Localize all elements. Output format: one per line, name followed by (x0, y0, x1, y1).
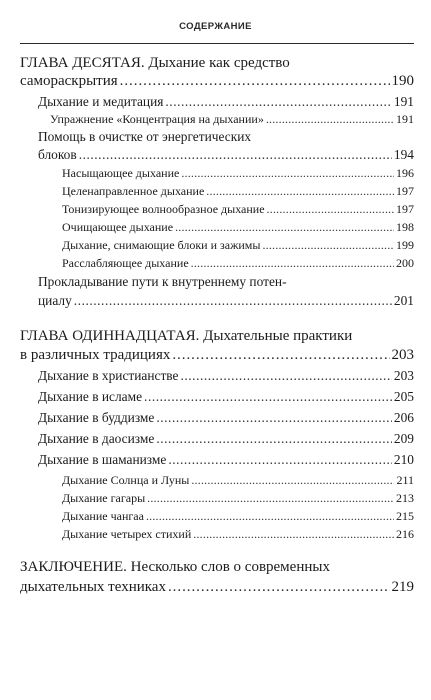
toc-entry-label: Упражнение «Концентрация на дыхании» (50, 112, 264, 126)
toc-entry[interactable] (38, 148, 414, 161)
leader-dots (181, 369, 392, 382)
toc-entry[interactable] (62, 185, 414, 197)
leader-dots (146, 510, 394, 522)
toc-entry-label: Тонизирующее волнообразное дыхание (62, 202, 265, 216)
leader-dots (156, 432, 392, 445)
leader-dots (79, 148, 392, 161)
toc-entry[interactable] (38, 95, 414, 108)
toc-entry-label: Дыхание, снимающие блоки и зажимы (62, 238, 261, 252)
toc-page-number: 215 (396, 509, 414, 523)
toc-page-number: 203 (391, 347, 414, 363)
toc-page-number: 200 (396, 256, 414, 270)
toc-entry[interactable] (62, 528, 414, 540)
toc-page-number: 191 (396, 112, 414, 126)
leader-dots (74, 294, 392, 307)
toc-page-number: 216 (396, 527, 414, 541)
toc-entry-label: Расслабляющее дыхание (62, 256, 189, 270)
toc-entry-label: Насыщающее дыхание (62, 166, 180, 180)
toc-entry-label: Дыхание в исламе (38, 389, 143, 404)
toc-page-number: 190 (391, 73, 414, 89)
toc-entry-label: Целенаправленное дыхание (62, 184, 205, 198)
toc-entry-label: Дыхание в христианстве (38, 368, 179, 383)
toc-entry-label: в различных традициях (20, 347, 171, 363)
toc-page-number: 206 (393, 410, 414, 425)
leader-dots (181, 167, 394, 179)
toc-entry-label: Прокладывание пути к внутреннему потен- (38, 274, 287, 289)
leader-dots (144, 390, 392, 403)
toc-entry[interactable] (62, 239, 414, 251)
toc-page-number: 211 (396, 473, 414, 487)
toc-page-number: 196 (396, 166, 414, 180)
leader-dots (191, 474, 394, 486)
toc-entry-label: Дыхание в буддизме (38, 410, 155, 425)
toc-entry[interactable] (62, 167, 414, 179)
leader-dots (156, 411, 392, 424)
leader-dots (147, 492, 394, 504)
toc-page-number: 209 (393, 431, 414, 446)
leader-dots (175, 221, 394, 233)
leader-dots (165, 95, 392, 108)
toc-entry-label: циалу (38, 293, 72, 308)
toc-page-number: 194 (393, 147, 414, 162)
toc-entry-label: Дыхание чангаа (62, 509, 144, 523)
toc-page-number: 201 (393, 293, 414, 308)
toc-page-number: 213 (396, 491, 414, 505)
toc-page-number: 210 (393, 452, 414, 467)
toc-entry-label: Очищающее дыхание (62, 220, 174, 234)
toc-entry[interactable] (38, 390, 414, 403)
toc-entry[interactable] (62, 221, 414, 233)
toc-entry[interactable] (38, 432, 414, 445)
leader-dots (206, 185, 394, 197)
toc-entry-label: самораскрытия (20, 73, 118, 89)
toc-entry-label: дыхательных техниках (20, 579, 166, 595)
toc-page-number: 199 (396, 238, 414, 252)
toc-entry[interactable] (62, 510, 414, 522)
leader-dots (168, 580, 390, 595)
toc-entry-label: блоков (38, 147, 77, 162)
header-rule (20, 43, 414, 44)
leader-dots (267, 203, 394, 215)
leader-dots (262, 239, 394, 251)
toc-page-number: 197 (396, 184, 414, 198)
toc-entry[interactable] (62, 203, 414, 215)
page-header: СОДЕРЖАНИЕ (179, 21, 252, 32)
toc-entry[interactable] (62, 492, 414, 504)
leader-dots (191, 257, 394, 269)
toc-entry[interactable] (62, 257, 414, 269)
toc-entry-label: Помощь в очистке от энергетических (38, 129, 252, 144)
toc-entry-label: Дыхание и медитация (38, 94, 164, 109)
leader-dots (172, 348, 389, 363)
leader-dots (120, 74, 390, 89)
chapter-ten-title: ГЛАВА ДЕСЯТАЯ. Дыхание как средство (20, 55, 290, 71)
conclusion-title: ЗАКЛЮЧЕНИЕ. Несколько слов о современных (20, 559, 330, 575)
toc-entry-label: Дыхание в шаманизме (38, 452, 167, 467)
toc-entry-conclusion[interactable] (20, 580, 414, 595)
toc-entry-label: Дыхание в даосизме (38, 431, 155, 446)
toc-entry-label: Дыхание гагары (62, 491, 146, 505)
toc-page-number: 205 (393, 389, 414, 404)
toc-entry[interactable] (62, 474, 414, 486)
toc-entry-label: Дыхание Солнца и Луны (62, 473, 190, 487)
toc-page-number: 197 (396, 202, 414, 216)
toc-page-number: 198 (396, 220, 414, 234)
toc-page-number: 191 (393, 94, 414, 109)
chapter-eleven-title: ГЛАВА ОДИННАДЦАТАЯ. Дыхательные практики (20, 328, 353, 344)
toc-entry[interactable] (38, 411, 414, 424)
toc-page-number: 219 (391, 579, 414, 595)
toc-page-number: 203 (393, 368, 414, 383)
toc-entry-chapter-eleven[interactable] (20, 348, 414, 363)
leader-dots (266, 113, 394, 125)
leader-dots (168, 453, 392, 466)
toc-entry-label: Дыхание четырех стихий (62, 527, 192, 541)
toc-entry-chapter-ten[interactable] (20, 74, 414, 89)
toc-entry[interactable] (50, 113, 414, 125)
toc-entry[interactable] (38, 453, 414, 466)
leader-dots (193, 528, 394, 540)
toc-entry[interactable] (38, 294, 414, 307)
toc-entry[interactable] (38, 369, 414, 382)
